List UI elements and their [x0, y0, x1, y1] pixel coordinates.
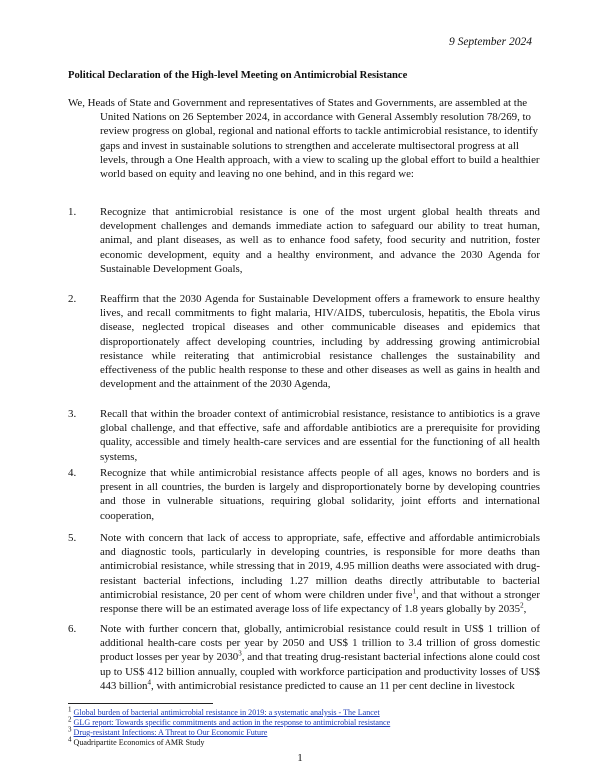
footnote-link[interactable]: Drug-resistant Infections: A Threat to Our Economic Future: [73, 728, 268, 737]
document-date: 9 September 2024: [448, 36, 532, 48]
footnote-ref: 4: [147, 678, 151, 687]
footnote-link[interactable]: Global burden of bacterial antimicrobial resistance in 2019: a systematic analysis - The Lancet: [73, 708, 380, 717]
paragraph-number: 5.: [68, 532, 77, 544]
footnote-separator: [68, 703, 213, 704]
footnote-mark: 3: [68, 725, 72, 734]
paragraph-text: Reaffirm that the 2030 Agenda for Sustainable Development offers a framework to ensure healthy lives, and recall commitments to fight malaria, HIV/AIDS, tuberculosis, hepatitis, the Ebola virus disease, neglected tropical diseases and other communicable diseases and epidemics that disproportionately affect developing countries, including by addressing growing antimicrobial resistance while reiterating that antimicrobial resistance challenges the sustainability and effectiveness of the public health response to these and other diseases as well as gains in health and development and the attainment of the 2030 Agenda,: [100, 293, 540, 391]
footnote-mark: 4: [68, 735, 72, 744]
paragraph-text-part: Note with further concern that, globally, antimicrobial resistance could result in US$ 1 trillion of additional health-care costs per year by 2050 and US$ 1 trillion to 3.4 trillion of gross domestic product losses per year by 2030: [100, 623, 540, 664]
footnote-ref: 1: [412, 587, 416, 596]
paragraph-6: [68, 622, 540, 693]
paragraph-number: 4.: [68, 467, 77, 479]
footnote-mark: 2: [68, 715, 72, 724]
paragraph-number: 6.: [68, 623, 77, 635]
paragraph-3: [68, 407, 540, 464]
page-number: 1: [297, 752, 303, 764]
paragraph-text: [100, 531, 540, 616]
preamble-continuation: United Nations on 26 September 2024, in accordance with General Assembly resolution 78/269, to review progress on global, regional and national efforts to tackle antimicrobial resistance, to identify gaps and invest in sustainable solutions to strengthen and accelerate multisectoral progress at all levels, through a One Health approach, with a view to scaling up the global effort to build a healthier world based on equity and leaving no one behind, and in this regard we:: [100, 111, 540, 181]
paragraph-text-part: Note with concern that lack of access to appropriate, safe, effective and affordable antimicrobials and diagnostic tools, particularly in developing countries, is responsible for more deaths than antimicrobial resistance, while stressing that in 2019, 4.95 million deaths were associated with drug-resistant bacterial infections, including 1.27 million deaths directly attributable to bacterial antimicrobial resistance, 20 per cent of whom were children under five: [100, 532, 540, 601]
paragraph-text: Recognize that while antimicrobial resistance affects people of all ages, knows no borders and is present in all countries, the burden is largely and disproportionately borne by developing countries and those in vulnerable situations, requiring global solidarity, joint efforts and international cooperation,: [100, 467, 540, 522]
paragraph-text: Recall that within the broader context of antimicrobial resistance, resistance to antibiotics is a grave global challenge, and that effective, safe and affordable antibiotics are a prerequisite for providing quality, accessible and timely health-care services and are essential for the functioning of all health systems,: [100, 408, 540, 463]
paragraph-1: [68, 205, 540, 276]
paragraph-5: [68, 531, 540, 616]
paragraph-text-part: ,: [523, 603, 527, 616]
footnote-ref: 3: [238, 649, 242, 658]
paragraph-text: [100, 622, 540, 693]
preamble: [68, 96, 540, 181]
paragraph-text-part: , and that without a stronger response there will be an estimated average loss of life expectancy of 1.8 years globally by 2035: [100, 588, 540, 616]
footnote-ref: 2: [520, 601, 524, 610]
footnote-text: Quadripartite Economics of AMR Study: [73, 738, 205, 747]
footnote-3: [68, 725, 538, 738]
footnotes: [68, 705, 538, 748]
paragraph-4: [68, 466, 540, 523]
document-title: Political Declaration of the High-level Meeting on Antimicrobial Resistance: [68, 70, 408, 81]
footnote-mark: 1: [68, 705, 72, 714]
paragraph-number: 1.: [68, 206, 77, 218]
paragraph-2: [68, 292, 540, 391]
footnote-4: [68, 735, 538, 748]
footnote-2: [68, 715, 538, 728]
paragraph-text-part: , and that treating drug-resistant bacterial infections alone could cost up to US$ 412 billion annually, coupled with workforce participation and productivity losses of US$ 443 billion: [100, 651, 541, 692]
paragraph-number: 3.: [68, 408, 77, 420]
paragraph-number: 2.: [68, 293, 77, 305]
paragraph-text-part: , with antimicrobial resistance predicted to cause an 11 per cent decline in livestock: [151, 679, 515, 692]
footnote-link[interactable]: GLG report: Towards specific commitments and action in the response to antimicrobial resistance: [73, 718, 391, 727]
paragraph-text: Recognize that antimicrobial resistance is one of the most urgent global health threats and development challenges and demands immediate action to safeguard our ability to treat human, animal, and plant diseases, as well as to enhance food safety, food security and nutrition, foster economic development, equity and a healthy environment, and advance the 2030 Agenda for Sustainable Development Goals,: [100, 206, 540, 275]
preamble-first-line: We, Heads of State and Government and representatives of States and Governments, are assembled at the: [68, 97, 528, 109]
footnote-1: [68, 705, 538, 718]
